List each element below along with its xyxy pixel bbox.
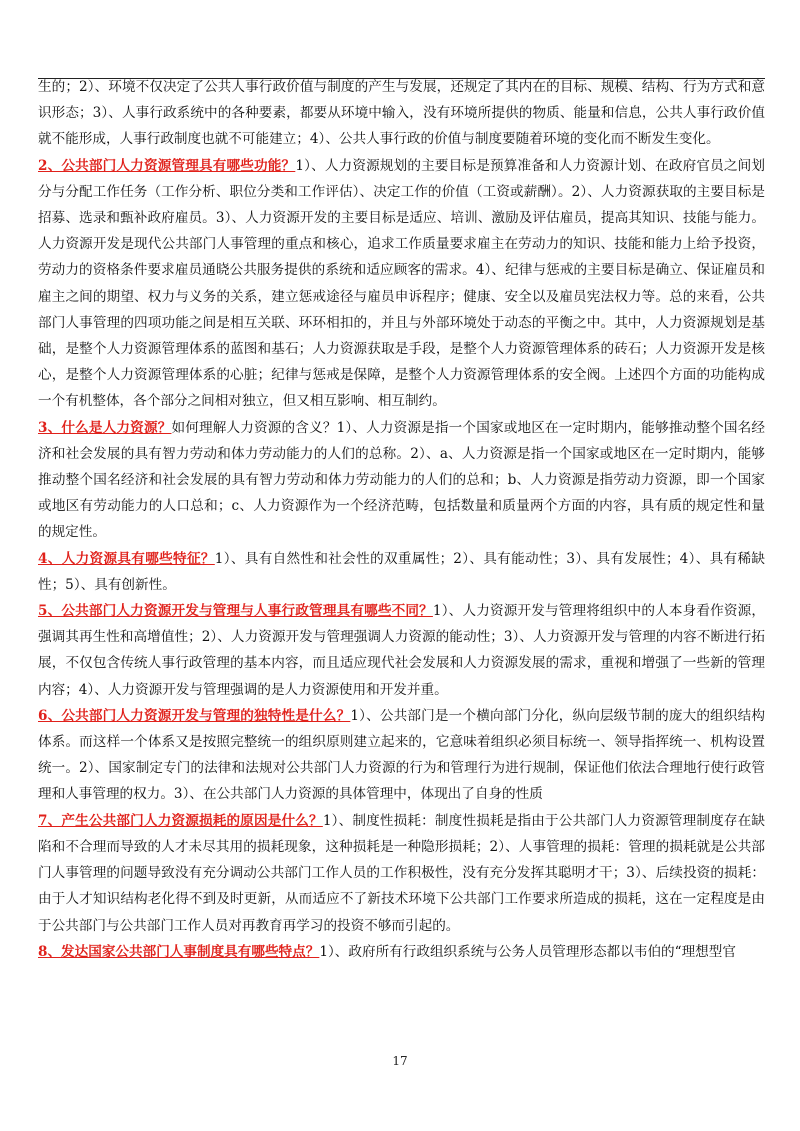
question-title: 7、产生公共部门人力资源损耗的原因是什么？ [38, 812, 323, 829]
question-title: 8、发达国家公共部门人事制度具有哪些特点？ [38, 943, 320, 960]
question-title: 6、公共部门人力资源开发与管理的独特性是什么？ [38, 707, 351, 724]
question-answer: 1）、政府所有行政组织系统与公务人员管理形态都以韦伯的“理想型官 [319, 943, 736, 960]
question-paragraph [38, 546, 765, 598]
page-number: 17 [392, 1054, 408, 1068]
question-answer: 如何理解人力资源的含义？1）、人力资源是指一个国家或地区在一定时期内，能够推动整个国名经济和社会发展的具有智力劳动和体力劳动能力的人们的总称。2）、a、人力资源是指一个国家或地区在一定时期内，能够推动整个国名经济和社会发展的具有智力劳动和体力劳动能力的人们的总和；b、人力资源是指劳动力资源，即一个国家或地区有劳动能力的人口总和；c、人力资源作为一个经济范畴，包括数量和质量两个方面的内容，具有质的规定性和量的规定性。 [38, 419, 765, 541]
page-content [38, 74, 765, 965]
question-title: 5、公共部门人力资源开发与管理与人事行政管理具有哪些不同？ [38, 603, 433, 620]
question-paragraph [38, 703, 765, 808]
question-paragraph [38, 939, 765, 965]
continuation-paragraph: 生的；2）、环境不仅决定了公共人事行政价值与制度的产生与发展，还规定了其内在的目标、规模、结构、行为方式和意识形态；3）、人事行政系统中的各种要素，都要从环境中输入，没有环境所提供的物质、能量和信息，公共人事行政价值就不能形成，人事行政制度也就不可能建立；4）、公共人事行政的价值与制度要随着环境的变化而不断发生变化。 [38, 79, 765, 148]
question-answer: 1）、公共部门是一个横向部门分化，纵向层级节制的庞大的组织结构体系。而这样一个体系又是按照完整统一的组织原则建立起来的，它意味着组织必须目标统一、领导指挥统一、机构设置统一。2）、国家制定专门的法律和法规对公共部门人力资源的行为和管理行为进行规制，保证他们依法合理地行使行政管理和人事管理的权力。3）、在公共部门人力资源的具体管理中，体现出了自身的性质 [38, 707, 765, 803]
question-title: 3、什么是人力资源？ [38, 419, 172, 436]
question-paragraph [38, 415, 765, 546]
question-paragraph [38, 153, 765, 415]
question-answer: 1）、人力资源规划的主要目标是预算准备和人力资源计划、在政府官员之间划分与分配工作任务（工作分析、职位分类和工作评估）、决定工作的价值（工资或薪酬）。2）、人力资源获取的主要目标是招募、选录和甄补政府雇员。3）、人力资源开发的主要目标是适应、培训、激励及评估雇员，提高其知识、技能与能力。人力资源开发是现代公共部门人事管理的重点和核心，追求工作质量要求雇主在劳动力的知识、技能和能力上给予投资，劳动力的资格条件要求雇员通晓公共服务提供的系统和适应顾客的需求。4）、纪律与惩戒的主要目标是确立、保证雇员和雇主之间的期望、权力与义务的关系，建立惩戒途径与雇员申诉程序；健康、安全以及雇员宪法权力等。总的来看，公共部门人事管理的四项功能之间是相互关联、环环相扣的，并且与外部环境处于动态的平衡之中。其中，人力资源规划是基础，是整个人力资源管理体系的蓝图和基石；人力资源获取是手段，是整个人力资源管理体系的砖石；人力资源开发是核心，是整个人力资源管理体系的心脏；纪律与惩戒是保障，是整个人力资源管理体系的安全阀。上述四个方面的功能构成一个有机整体，各个部分之间相对独立，但又相互影响、相互制约。 [38, 157, 765, 410]
question-answer: 1）、具有自然性和社会性的双重属性；2）、具有能动性；3）、具有发展性；4）、具有稀缺性；5）、具有创新性。 [38, 550, 765, 593]
question-title: 4、人力资源具有哪些特征？ [38, 550, 215, 567]
question-answer: 1）、制度性损耗：制度性损耗是指由于公共部门人力资源管理制度存在缺陷和不合理而导致的人才未尽其用的损耗现象，这种损耗是一种隐形损耗；2）、人事管理的损耗：管理的损耗就是公共部门人事管理的问题导致没有充分调动公共部门工作人员的工作积极性，没有充分发挥其聪明才干；3）、后续投资的损耗：由于人才知识结构老化得不到及时更新，从而适应不了新技术环境下公共部门工作要求所造成的损耗，这在一定程度是由于公共部门与公共部门工作人员对再教育再学习的投资不够而引起的。 [38, 812, 765, 934]
question-title: 2、公共部门人力资源管理具有哪些功能？ [38, 157, 296, 174]
question-paragraph [38, 598, 765, 703]
question-paragraph [38, 808, 765, 939]
question-answer: 1）、人力资源开发与管理将组织中的人本身看作资源，强调其再生性和高增值性；2）、人力资源开发与管理强调人力资源的能动性；3）、人力资源开发与管理的内容不断进行拓展，不仅包含传统人事行政管理的基本内容，而且适应现代社会发展和人力资源发展的需求，重视和增强了一些新的管理内容；4）、人力资源开发与管理强调的是人力资源使用和开发并重。 [38, 603, 765, 698]
